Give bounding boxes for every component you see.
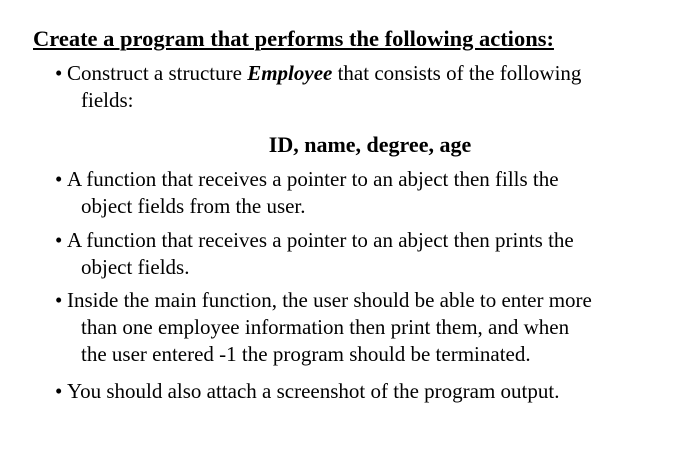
list-item-structure bbox=[55, 60, 660, 114]
list-item-text-continued: fields: bbox=[81, 88, 134, 112]
bullet-icon: • bbox=[55, 379, 63, 403]
list-item-main-function bbox=[55, 287, 660, 368]
struct-name: Employee bbox=[247, 61, 333, 85]
bullet-icon: • bbox=[55, 61, 63, 85]
list-item-text: Construct a structure Employee that consists of the following bbox=[67, 61, 582, 85]
list-item-text-continued: the user entered -1 the program should be terminated. bbox=[81, 342, 531, 366]
list-item-fill-function bbox=[55, 166, 660, 220]
list-item-text-continued: object fields from the user. bbox=[81, 194, 306, 218]
struct-fields: ID, name, degree, age bbox=[268, 132, 472, 157]
bullet-icon: • bbox=[55, 288, 63, 312]
list-item-screenshot bbox=[55, 378, 660, 405]
list-item-text: Inside the main function, the user should be able to enter more bbox=[67, 288, 592, 312]
bullet-icon: • bbox=[55, 228, 63, 252]
bullet-icon: • bbox=[55, 167, 63, 191]
list-item-text-continued: than one employee information then print them, and when bbox=[81, 315, 570, 339]
list-item-text: You should also attach a screenshot of the program output. bbox=[67, 379, 560, 403]
list-item-text: A function that receives a pointer to an abject then fills the bbox=[67, 167, 559, 191]
list-item-text: A function that receives a pointer to an abject then prints the bbox=[67, 228, 574, 252]
list-item-text-continued: object fields. bbox=[81, 255, 190, 279]
list-item-print-function bbox=[55, 227, 660, 281]
page-heading: Create a program that performs the following actions: bbox=[33, 26, 554, 51]
